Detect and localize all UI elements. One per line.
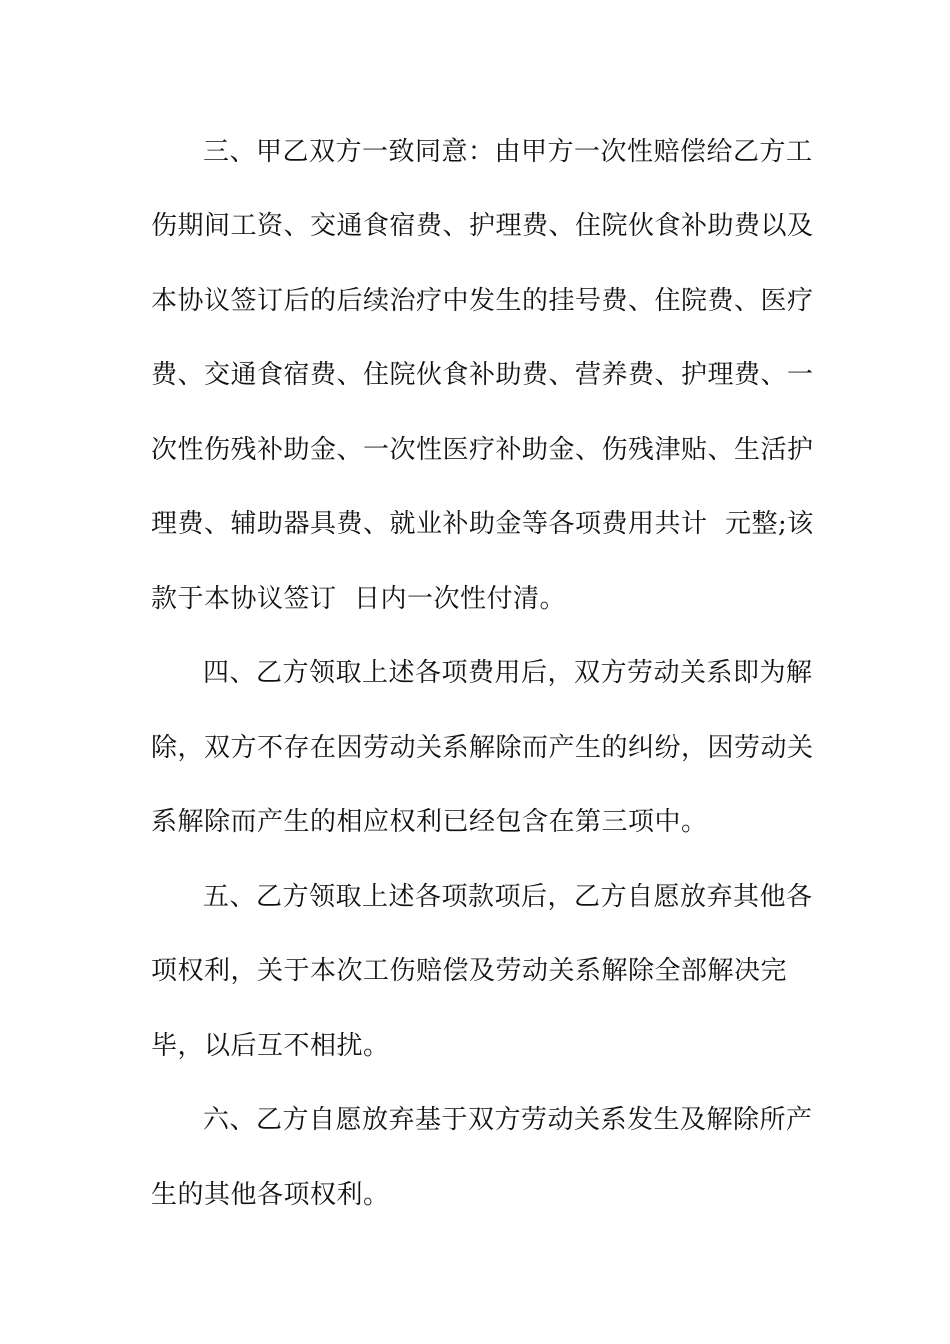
paragraph-line: 系解除而产生的相应权利已经包含在第三项中。 [151,807,708,837]
paragraph-line: 理费、辅助器具费、就业补助金等各项费用共计 元整;该 [151,509,814,539]
paragraph-line: 费、交通食宿费、住院伙食补助费、营养费、护理费、一 [151,360,814,390]
paragraph-line: 四、乙方领取上述各项费用后，双方劳动关系即为解 [203,658,813,688]
paragraph-line: 本协议签订后的后续治疗中发生的挂号费、住院费、医疗 [151,286,814,316]
paragraph-line: 项权利，关于本次工伤赔偿及劳动关系解除全部解决完 [151,956,788,986]
paragraph-line: 五、乙方领取上述各项款项后，乙方自愿放弃其他各 [203,882,813,912]
paragraph-line: 毕，以后互不相扰。 [151,1031,390,1061]
paragraph-line: 伤期间工资、交通食宿费、护理费、住院伙食补助费以及 [151,211,814,241]
paragraph-line: 生的其他各项权利。 [151,1180,390,1210]
paragraph-line: 除，双方不存在因劳动关系解除而产生的纠纷，因劳动关 [151,733,814,763]
paragraph-line: 三、甲乙双方一致同意：由甲方一次性赔偿给乙方工 [203,137,813,167]
paragraph-line: 次性伤残补助金、一次性医疗补助金、伤残津贴、生活护 [151,435,814,465]
paragraph-line: 款于本协议签订 日内一次性付清。 [151,584,567,614]
paragraph-line: 六、乙方自愿放弃基于双方劳动关系发生及解除所产 [203,1105,813,1135]
